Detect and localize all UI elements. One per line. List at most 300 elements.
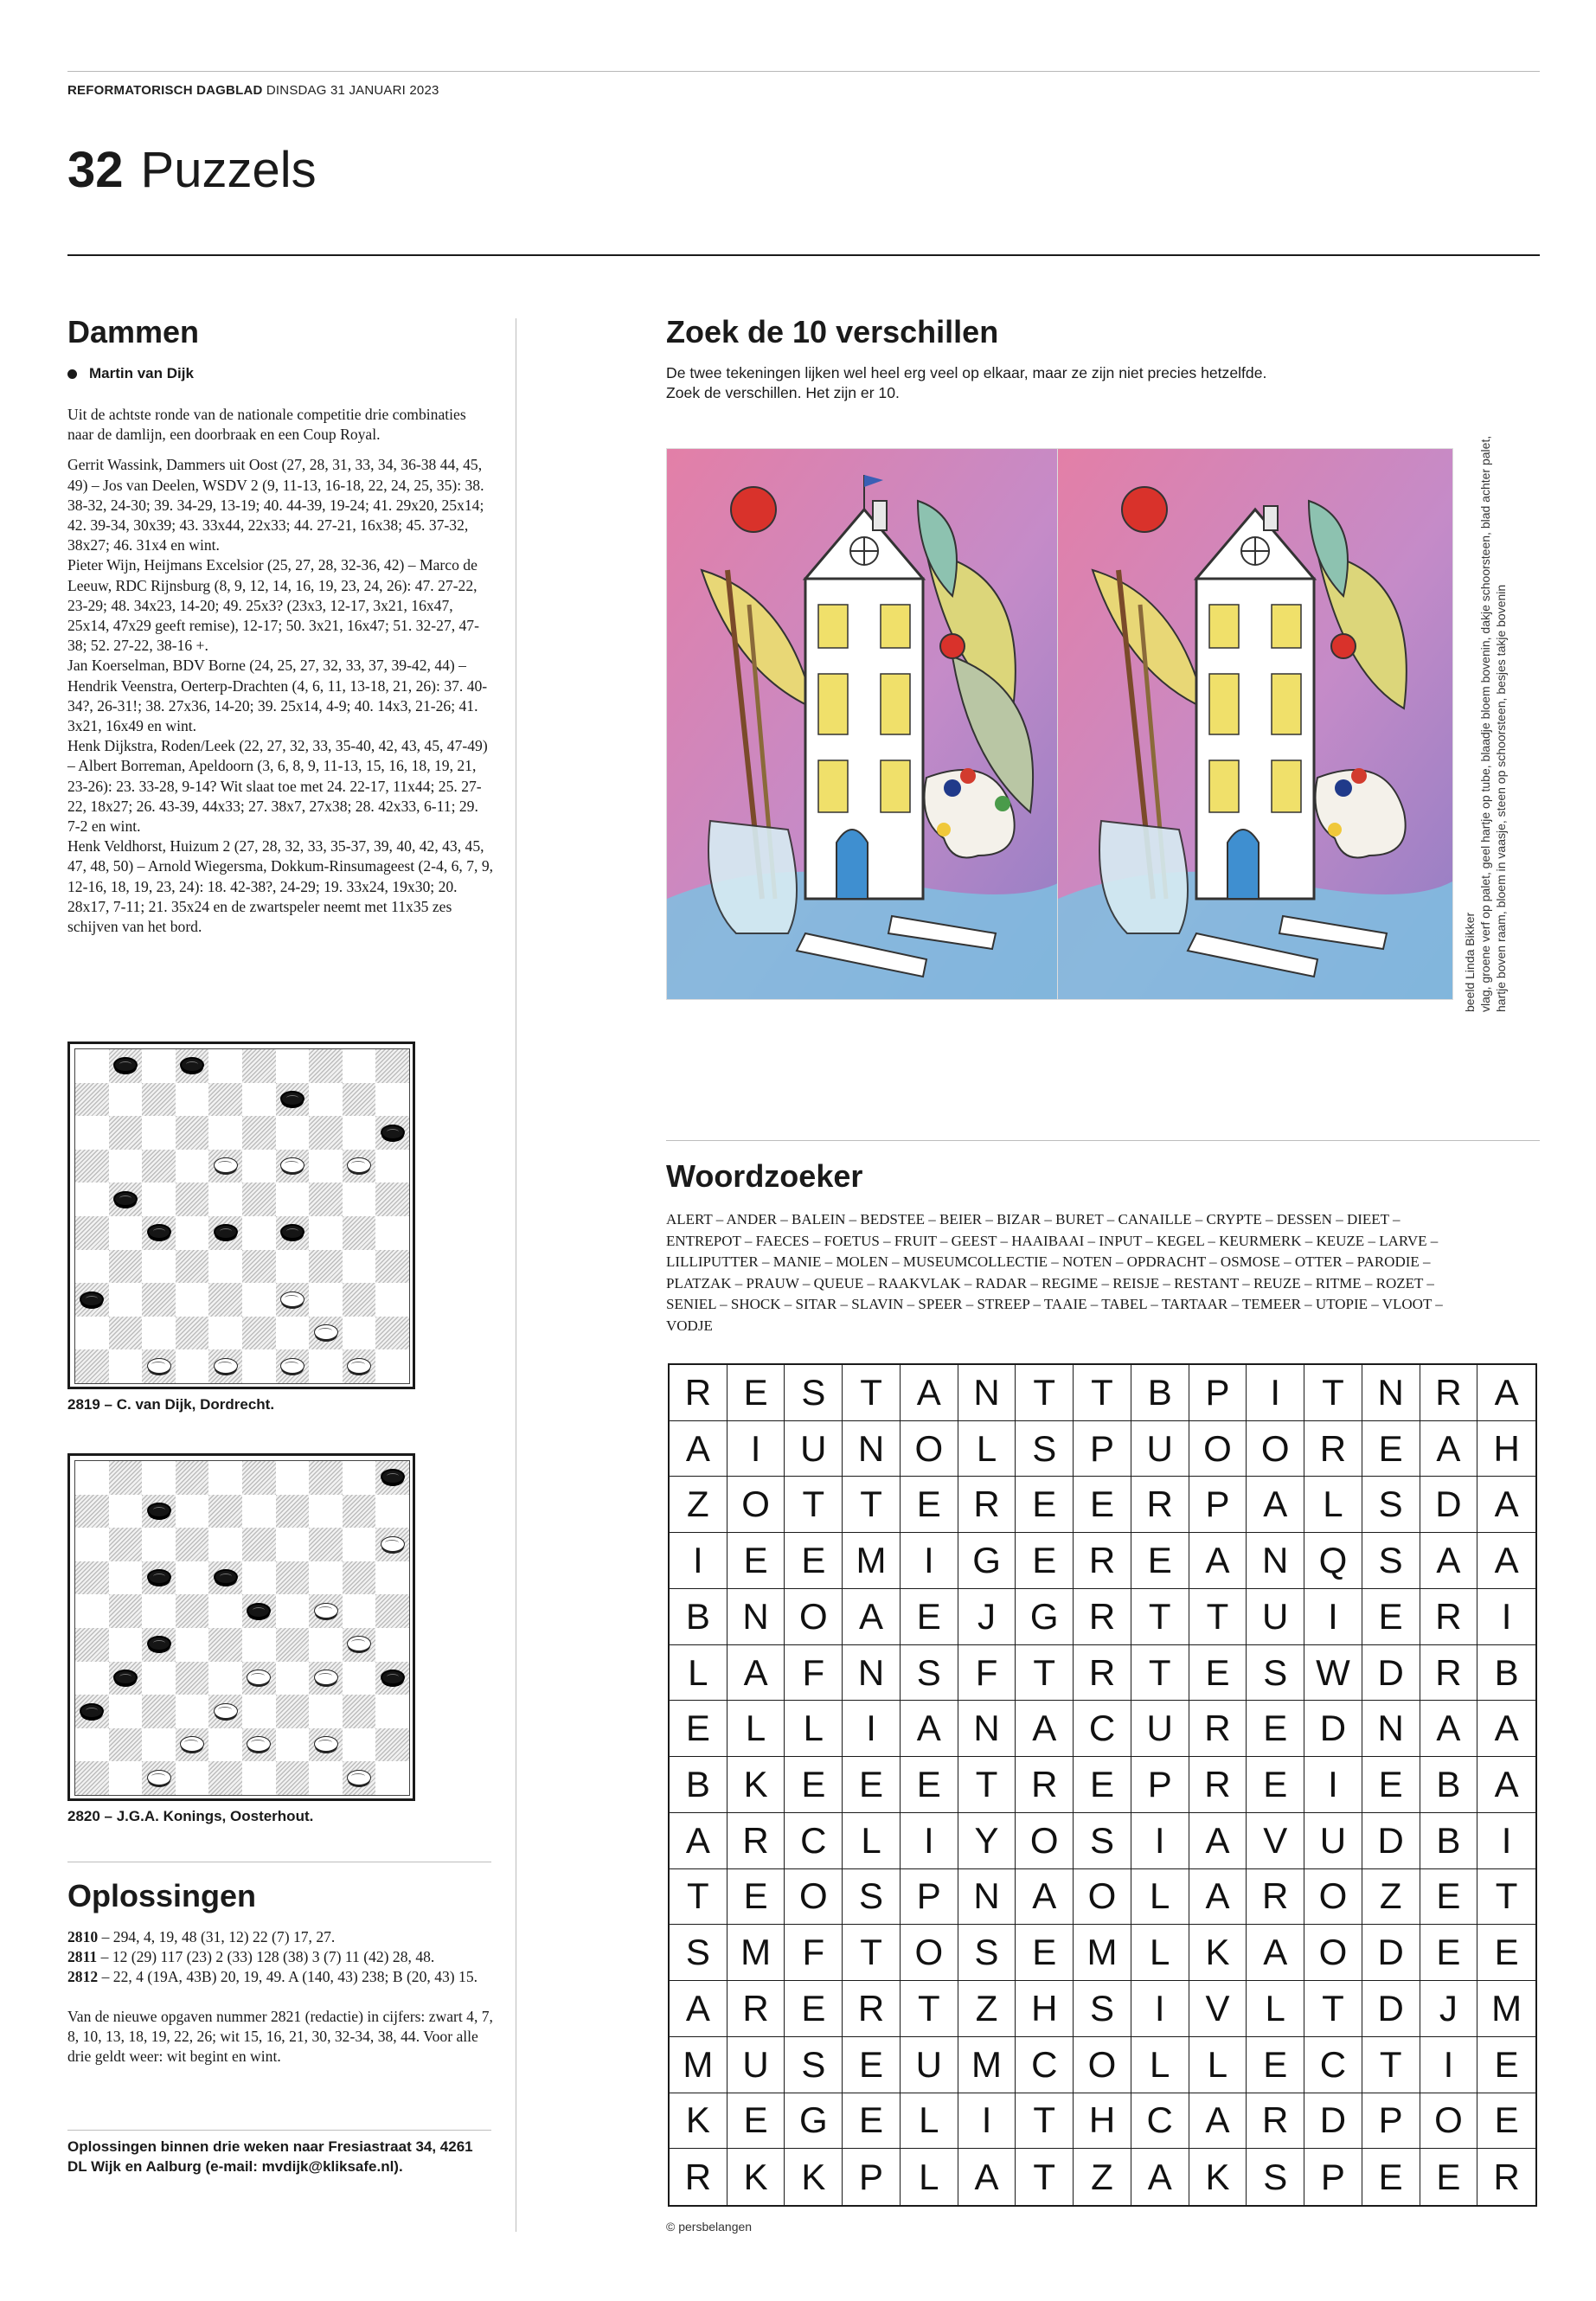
- verschillen-intro: [666, 363, 1445, 403]
- grid-cell: C: [1074, 1701, 1131, 1757]
- grid-cell: I: [727, 1421, 785, 1477]
- new-problems: Van de nieuwe opgaven nummer 2821 (redactie) in cijfers: zwart 4, 7, 8, 10, 13, 18, 19, 22, 26; wit 15, 16, 21, 30, 32-34, 38, 44. Voor alle drie geldt weer: wit begint en wint.: [67, 2007, 493, 2066]
- grid-cell: E: [727, 2093, 785, 2150]
- dammen-games: [67, 455, 493, 937]
- board-square: [343, 1528, 376, 1561]
- grid-cell: S: [1247, 1645, 1304, 1702]
- grid-cell: L: [843, 1813, 901, 1869]
- board-square: [142, 1183, 176, 1216]
- grid-cell: N: [958, 1365, 1016, 1421]
- board-square: [242, 1761, 276, 1795]
- black-piece: [113, 1191, 138, 1207]
- grid-cell: Z: [1362, 1869, 1420, 1926]
- grid-cell: I: [1131, 1813, 1189, 1869]
- board-square: [176, 1594, 209, 1628]
- grid-cell: U: [1247, 1589, 1304, 1645]
- grid-cell: A: [1420, 1533, 1478, 1589]
- board-square: [176, 1662, 209, 1695]
- grid-cell: A: [1016, 1869, 1074, 1926]
- board-square: [309, 1761, 343, 1795]
- board-square: [309, 1461, 343, 1495]
- board-square: [242, 1250, 276, 1284]
- grid-cell: A: [670, 1981, 727, 2037]
- grid-cell: A: [1247, 1925, 1304, 1981]
- grid-cell: V: [1247, 1813, 1304, 1869]
- solution-text: – 294, 4, 19, 48 (31, 12) 22 (7) 17, 27.: [98, 1928, 336, 1945]
- solution-number: 2811: [67, 1948, 98, 1966]
- grid-cell: R: [1016, 1757, 1074, 1813]
- board-square: [343, 1049, 376, 1083]
- grid-cell: E: [1477, 2037, 1535, 2093]
- board-square: [208, 1049, 242, 1083]
- grid-cell: R: [1247, 1869, 1304, 1926]
- board-square: [309, 1116, 343, 1150]
- board-square: [375, 1183, 409, 1216]
- grid-cell: S: [1016, 1421, 1074, 1477]
- grid-cell: F: [785, 1925, 843, 1981]
- game-entry: Henk Veldhorst, Huizum 2 (27, 28, 32, 33, 35-37, 39, 40, 42, 43, 45, 47, 48, 50) – Arnold Wiegersma, Dokkum-Rinsumageest (2-4, 6, 7, 9, 12-16, 18, 19, 23, 24): 18. 42-38?, 24-29; 19. 33x24, 19x30; 20. 28x17, 7-11; 21. 35x24 en de zwartspeler neemt met 11x35 zes schijven van het bord.: [67, 837, 494, 936]
- grid-cell: M: [670, 2037, 727, 2093]
- grid-cell: D: [1304, 2093, 1362, 2150]
- board-square: [242, 1495, 276, 1529]
- grid-cell: D: [1362, 1925, 1420, 1981]
- board-square: [75, 1049, 109, 1083]
- grid-cell: T: [1362, 2037, 1420, 2093]
- grid-cell: A: [670, 1421, 727, 1477]
- masthead-rule: [67, 71, 1540, 72]
- board-square: [142, 1317, 176, 1350]
- grid-cell: D: [1362, 1645, 1420, 1702]
- grid-cell: M: [727, 1925, 785, 1981]
- board-square: [309, 1495, 343, 1529]
- grid-cell: J: [958, 1589, 1016, 1645]
- grid-cell: T: [901, 1981, 958, 2037]
- grid-cell: O: [1074, 1869, 1131, 1926]
- grid-cell: R: [727, 1813, 785, 1869]
- grid-cell: A: [1189, 1533, 1247, 1589]
- board-square: [309, 1049, 343, 1083]
- grid-cell: A: [1131, 2149, 1189, 2205]
- grid-cell: C: [1131, 2093, 1189, 2150]
- grid-cell: L: [1247, 1981, 1304, 2037]
- grid-cell: D: [1362, 1981, 1420, 2037]
- grid-cell: T: [1074, 1365, 1131, 1421]
- grid-cell: L: [785, 1701, 843, 1757]
- board-square: [109, 1695, 143, 1728]
- black-piece: [80, 1703, 104, 1719]
- grid-cell: L: [1131, 2037, 1189, 2093]
- send-to-rule: [67, 2130, 491, 2131]
- grid-cell: I: [1477, 1589, 1535, 1645]
- board-square: [109, 1317, 143, 1350]
- grid-cell: A: [727, 1645, 785, 1702]
- white-piece: [381, 1536, 405, 1552]
- board-square: [242, 1150, 276, 1183]
- grid-cell: A: [1420, 1421, 1478, 1477]
- black-piece: [113, 1670, 138, 1685]
- grid-cell: B: [670, 1589, 727, 1645]
- white-piece: [214, 1157, 238, 1173]
- grid-cell: E: [1362, 2149, 1420, 2205]
- grid-cell: M: [1477, 1981, 1535, 2037]
- grid-cell: K: [1189, 2149, 1247, 2205]
- solution-line: [67, 1947, 493, 1967]
- black-piece: [214, 1224, 238, 1240]
- grid-cell: E: [1247, 2037, 1304, 2093]
- grid-cell: B: [1420, 1757, 1478, 1813]
- grid-cell: E: [727, 1533, 785, 1589]
- grid-cell: T: [958, 1757, 1016, 1813]
- grid-cell: T: [1016, 2149, 1074, 2205]
- board-square: [176, 1561, 209, 1595]
- grid-cell: O: [1304, 1925, 1362, 1981]
- board-square: [109, 1116, 143, 1150]
- grid-cell: L: [901, 2093, 958, 2150]
- white-piece: [314, 1603, 338, 1618]
- grid-cell: A: [1189, 1813, 1247, 1869]
- grid-cell: T: [1189, 1589, 1247, 1645]
- grid-cell: S: [785, 2037, 843, 2093]
- grid-cell: D: [1304, 1701, 1362, 1757]
- grid-cell: E: [1247, 1757, 1304, 1813]
- solution-line: [67, 1967, 493, 1987]
- white-piece: [314, 1324, 338, 1340]
- grid-cell: E: [785, 1533, 843, 1589]
- grid-cell: L: [958, 1421, 1016, 1477]
- white-piece: [280, 1292, 304, 1307]
- grid-cell: A: [1189, 2093, 1247, 2150]
- grid-cell: A: [1016, 1701, 1074, 1757]
- board-square: [309, 1561, 343, 1595]
- board-square: [176, 1461, 209, 1495]
- grid-cell: O: [1420, 2093, 1478, 2150]
- grid-cell: Z: [958, 1981, 1016, 2037]
- grid-cell: S: [901, 1645, 958, 1702]
- draughts-board-2820: [67, 1453, 415, 1801]
- board-square: [176, 1761, 209, 1795]
- board-square: [242, 1116, 276, 1150]
- board-square: [375, 1349, 409, 1383]
- board-square: [176, 1150, 209, 1183]
- grid-cell: O: [901, 1925, 958, 1981]
- grid-cell: B: [1477, 1645, 1535, 1702]
- board-square: [276, 1183, 310, 1216]
- grid-cell: R: [670, 1365, 727, 1421]
- board-grid: [74, 1460, 410, 1796]
- grid-cell: S: [843, 1869, 901, 1926]
- grid-cell: F: [958, 1645, 1016, 1702]
- grid-cell: E: [727, 1365, 785, 1421]
- board-square: [343, 1594, 376, 1628]
- board-square: [75, 1116, 109, 1150]
- grid-cell: R: [1074, 1589, 1131, 1645]
- grid-cell: L: [1304, 1477, 1362, 1533]
- illustration-right: [1057, 448, 1453, 1000]
- grid-cell: E: [727, 1869, 785, 1926]
- grid-cell: A: [1477, 1757, 1535, 1813]
- board-square: [276, 1695, 310, 1728]
- board-square: [208, 1317, 242, 1350]
- board-square: [276, 1049, 310, 1083]
- board-square: [343, 1183, 376, 1216]
- white-piece: [147, 1770, 171, 1785]
- board-square: [142, 1528, 176, 1561]
- grid-cell: C: [1304, 2037, 1362, 2093]
- board-square: [343, 1083, 376, 1117]
- board-square: [375, 1250, 409, 1284]
- grid-cell: E: [785, 1757, 843, 1813]
- board-square: [309, 1083, 343, 1117]
- black-piece: [381, 1670, 405, 1685]
- board-square: [75, 1761, 109, 1795]
- grid-cell: T: [1016, 1645, 1074, 1702]
- grid-cell: R: [1304, 1421, 1362, 1477]
- grid-cell: E: [843, 2093, 901, 2150]
- grid-cell: I: [1477, 1813, 1535, 1869]
- grid-cell: Z: [1074, 2149, 1131, 2205]
- masthead: [67, 83, 439, 98]
- grid-cell: E: [1074, 1477, 1131, 1533]
- board-square: [242, 1317, 276, 1350]
- black-piece: [80, 1292, 104, 1307]
- grid-cell: G: [785, 2093, 843, 2150]
- grid-cell: E: [785, 1981, 843, 2037]
- house-painting-illustration-variant: [1058, 449, 1452, 999]
- board-square: [343, 1728, 376, 1762]
- verschillen-line-1: De twee tekeningen lijken wel heel erg veel op elkaar, maar ze zijn niet precies hetzelfde.: [666, 364, 1267, 381]
- board-square: [208, 1183, 242, 1216]
- grid-cell: O: [1016, 1813, 1074, 1869]
- board-square: [109, 1594, 143, 1628]
- page-title: Puzzels: [140, 142, 317, 198]
- grid-cell: K: [670, 2093, 727, 2150]
- woordzoeker-title: Woordzoeker: [666, 1158, 863, 1194]
- board-square: [208, 1461, 242, 1495]
- draughts-board-2819: [67, 1042, 415, 1389]
- grid-cell: S: [958, 1925, 1016, 1981]
- grid-cell: H: [1016, 1981, 1074, 2037]
- board-square: [176, 1116, 209, 1150]
- board-square: [142, 1461, 176, 1495]
- grid-cell: O: [1074, 2037, 1131, 2093]
- board-square: [109, 1495, 143, 1529]
- woordzoeker-word-list: ALERT – ANDER – BALEIN – BEDSTEE – BEIER – BIZAR – BURET – CANAILLE – CRYPTE – DESSEN – DIEET – ENTREPOT – FAECES – FOETUS – FRUIT – GEEST – HAAIBAAI – INPUT – KEGEL – KEURMERK – KEUZE – LARVE – LILLIPUTTER – MANIE – MOLEN – MUSEUMCOLLECTIE – NOTEN – OPDRACHT – OSMOSE – OTTER – PARODIE – PLATZAK – PRAUW – QUEUE – RAAKVLAK – RADAR – REGIME – REISJE – RESTANT – REUZE – RITME – ROZET – SENIEL – SHOCK – SITAR – SLAVIN – SPEER – STREEP – TAAIE – TABEL – TARTAAR – TEMEER – UTOPIE – VLOOT – VODJE: [666, 1211, 1443, 1334]
- grid-cell: N: [843, 1645, 901, 1702]
- board-square: [75, 1150, 109, 1183]
- board-square: [109, 1083, 143, 1117]
- grid-cell: S: [1362, 1477, 1420, 1533]
- board-square: [309, 1628, 343, 1662]
- grid-cell: O: [785, 1589, 843, 1645]
- grid-cell: S: [670, 1925, 727, 1981]
- board-square: [75, 1662, 109, 1695]
- grid-cell: U: [1304, 1813, 1362, 1869]
- board-square: [242, 1049, 276, 1083]
- board-square: [276, 1461, 310, 1495]
- white-piece: [247, 1670, 271, 1685]
- board-square: [242, 1628, 276, 1662]
- board-square: [276, 1761, 310, 1795]
- grid-cell: I: [1304, 1757, 1362, 1813]
- board-square: [109, 1728, 143, 1762]
- solution-text: – 22, 4 (19A, 43B) 20, 19, 49. A (140, 43) 238; B (20, 43) 15.: [98, 1968, 478, 1986]
- white-piece: [147, 1358, 171, 1374]
- grid-cell: U: [1131, 1421, 1189, 1477]
- grid-cell: I: [1131, 1981, 1189, 2037]
- board-square: [176, 1216, 209, 1250]
- grid-cell: D: [1420, 1477, 1478, 1533]
- grid-cell: T: [843, 1925, 901, 1981]
- solution-number: 2812: [67, 1968, 99, 1986]
- solution-number: 2810: [67, 1928, 99, 1945]
- board-square: [208, 1283, 242, 1317]
- board-square: [242, 1083, 276, 1117]
- illustration-left: [666, 448, 1062, 1000]
- board-square: [109, 1628, 143, 1662]
- grid-cell: R: [1189, 1701, 1247, 1757]
- board-square: [309, 1695, 343, 1728]
- board-square: [242, 1695, 276, 1728]
- board-square: [208, 1761, 242, 1795]
- white-piece: [347, 1770, 371, 1785]
- board-square: [309, 1283, 343, 1317]
- grid-cell: N: [1362, 1365, 1420, 1421]
- grid-cell: G: [1016, 1589, 1074, 1645]
- grid-cell: K: [785, 2149, 843, 2205]
- board-square: [208, 1116, 242, 1150]
- difference-answers: vlag, groene verf op palet, geel hartje op tube, blaadje bloem bovenin, dakje schoorsteen, blad achter palet, hartje boven raam, bloem in vaasje, steen op schoorsteen, besjes takje bovenin: [1478, 435, 1508, 1012]
- board-square: [375, 1283, 409, 1317]
- grid-cell: O: [901, 1421, 958, 1477]
- board-square: [276, 1628, 310, 1662]
- board-square: [276, 1561, 310, 1595]
- board-square: [176, 1628, 209, 1662]
- grid-cell: E: [670, 1701, 727, 1757]
- board-caption-2820: 2820 – J.G.A. Konings, Oosterhout.: [67, 1808, 314, 1824]
- grid-cell: E: [901, 1477, 958, 1533]
- white-piece: [314, 1736, 338, 1752]
- grid-cell: A: [1477, 1533, 1535, 1589]
- board-square: [75, 1495, 109, 1529]
- grid-cell: R: [1074, 1645, 1131, 1702]
- board-square: [309, 1528, 343, 1561]
- grid-cell: P: [1362, 2093, 1420, 2150]
- board-square: [375, 1495, 409, 1529]
- board-square: [375, 1083, 409, 1117]
- grid-cell: P: [1189, 1477, 1247, 1533]
- grid-cell: Q: [1304, 1533, 1362, 1589]
- oplossingen-title: Oplossingen: [67, 1878, 257, 1913]
- grid-cell: H: [1074, 2093, 1131, 2150]
- board-square: [109, 1283, 143, 1317]
- verschillen-title: Zoek de 10 verschillen: [666, 314, 999, 349]
- grid-cell: I: [1420, 2037, 1478, 2093]
- board-square: [276, 1317, 310, 1350]
- board-square: [75, 1528, 109, 1561]
- board-square: [109, 1561, 143, 1595]
- grid-cell: M: [1074, 1925, 1131, 1981]
- grid-cell: U: [785, 1421, 843, 1477]
- author-name: Martin van Dijk: [89, 365, 194, 381]
- board-caption-2819: 2819 – C. van Dijk, Dordrecht.: [67, 1396, 275, 1413]
- board-square: [75, 1216, 109, 1250]
- page-heading: [67, 142, 317, 198]
- grid-cell: L: [1189, 2037, 1247, 2093]
- grid-cell: T: [1131, 1645, 1189, 1702]
- grid-cell: I: [1304, 1589, 1362, 1645]
- grid-cell: I: [1247, 1365, 1304, 1421]
- grid-cell: E: [1247, 1701, 1304, 1757]
- grid-cell: S: [1362, 1533, 1420, 1589]
- board-square: [276, 1594, 310, 1628]
- solution-line: [67, 1927, 493, 1947]
- grid-cell: I: [958, 2093, 1016, 2150]
- grid-cell: A: [1420, 1701, 1478, 1757]
- grid-cell: R: [1189, 1757, 1247, 1813]
- board-square: [75, 1250, 109, 1284]
- grid-cell: R: [1420, 1365, 1478, 1421]
- grid-cell: P: [1074, 1421, 1131, 1477]
- board-square: [276, 1662, 310, 1695]
- grid-cell: G: [958, 1533, 1016, 1589]
- grid-cell: A: [843, 1589, 901, 1645]
- board-square: [309, 1349, 343, 1383]
- board-square: [375, 1216, 409, 1250]
- board-square: [309, 1183, 343, 1216]
- grid-cell: K: [1189, 1925, 1247, 1981]
- game-entry: Jan Koerselman, BDV Borne (24, 25, 27, 32, 33, 37, 39-42, 44) – Hendrik Veenstra, Oerterp-Drachten (4, 6, 11, 13-18, 21, 26): 37. 40-34?, 26-31!; 38. 27x36, 14-20; 39. 25x14, 4-9; 40. 14x3, 21-26; 41. 3x21, 16x49 en wint.: [67, 657, 488, 735]
- grid-cell: B: [1131, 1365, 1189, 1421]
- board-square: [176, 1250, 209, 1284]
- board-square: [208, 1495, 242, 1529]
- illustration-artist: beeld Linda Bikker: [1463, 912, 1477, 1012]
- board-square: [142, 1250, 176, 1284]
- grid-cell: E: [1420, 1925, 1478, 1981]
- board-square: [343, 1495, 376, 1529]
- grid-cell: T: [843, 1477, 901, 1533]
- black-piece: [147, 1636, 171, 1651]
- grid-cell: E: [1477, 1925, 1535, 1981]
- board-square: [208, 1250, 242, 1284]
- grid-cell: O: [785, 1869, 843, 1926]
- board-square: [75, 1083, 109, 1117]
- board-square: [208, 1628, 242, 1662]
- board-square: [375, 1561, 409, 1595]
- grid-cell: P: [843, 2149, 901, 2205]
- board-square: [276, 1250, 310, 1284]
- verschillen-line-2: Zoek de verschillen. Het zijn er 10.: [666, 384, 900, 401]
- grid-cell: E: [1016, 1477, 1074, 1533]
- board-square: [176, 1695, 209, 1728]
- board-square: [109, 1349, 143, 1383]
- board-square: [176, 1183, 209, 1216]
- bullet-icon: [67, 369, 77, 379]
- board-grid: [74, 1048, 410, 1384]
- grid-cell: K: [727, 1757, 785, 1813]
- grid-cell: L: [901, 2149, 958, 2205]
- board-square: [343, 1461, 376, 1495]
- white-piece: [314, 1670, 338, 1685]
- grid-cell: V: [1189, 1981, 1247, 2037]
- spacer: [67, 1988, 493, 2007]
- grid-cell: M: [958, 2037, 1016, 2093]
- board-square: [375, 1317, 409, 1350]
- send-to-info: Oplossingen binnen drie weken naar Fresiastraat 34, 4261 DL Wijk en Aalburg (e-mail: mvdijk@kliksafe.nl).: [67, 2138, 473, 2175]
- dammen-article: [67, 405, 493, 937]
- grid-cell: F: [785, 1645, 843, 1702]
- grid-cell: M: [843, 1533, 901, 1589]
- white-piece: [347, 1358, 371, 1374]
